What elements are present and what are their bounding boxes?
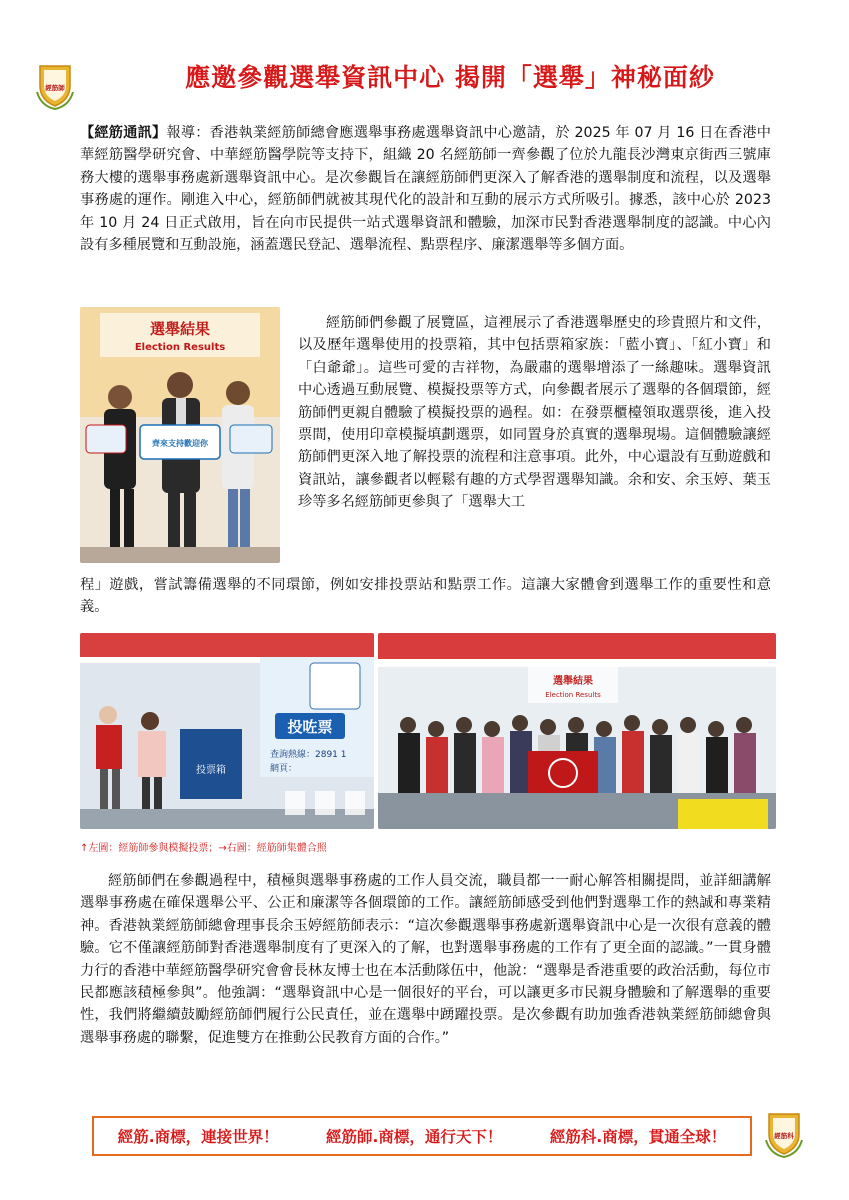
photo2-box: 投票箱 bbox=[196, 765, 226, 776]
paragraph-exhibition-cont bbox=[80, 574, 771, 619]
header-logo-text: 經筋師 bbox=[45, 84, 65, 92]
footer-slogans bbox=[92, 1116, 752, 1156]
photo1-sign-text: 齊來支持歡迎你 bbox=[152, 439, 208, 448]
photo-group bbox=[378, 633, 776, 829]
footer-logo bbox=[764, 1110, 804, 1158]
paragraph-intro bbox=[80, 122, 771, 256]
footer-slogan-1: 經筋.商標，連接世界！ bbox=[117, 1128, 279, 1146]
photo3-banner-cn: 選舉結果 bbox=[553, 676, 593, 687]
footer-slogan-2: 經筋師.商標，通行天下！ bbox=[326, 1128, 503, 1146]
article-tag: 【經筋通訊】 bbox=[80, 125, 167, 141]
page-title: 應邀參觀選舉資訊中心 揭開「選舉」神秘面紗 bbox=[185, 63, 715, 92]
paragraph-exchange-text: 經筋師們在參觀過程中，積極與選舉事務處的工作人員交流，職員都一一耐心解答相關提問，並詳細講解選舉事務處在確保選舉公平、公正和廉潔等各個環節的工作。讓經筋師感受到他們對選舉工作的熱誠和專業精神。香港執業經筋師總會理事長余玉婷經筋師表示：“這次參觀選舉事務處新選舉資訊中心是一次很有意義的體驗。它不僅讓經筋師對香港選舉制度有了更深入的了解，也對選舉事務處的工作有了更全面的認識。”一貫身體力行的香港中華經筋醫學研究會會長林友博士也在本活動隊伍中，他說：“選舉是香港重要的政治活動，每位市民都應該積極參與”。他強調：“選舉資訊中心是一個很好的平台，可以讓更多市民親身體驗和了解選舉的重要性，我們將繼續鼓勵經筋師們履行公民責任，並在選舉中踴躍投票。是次參觀有助加強香港執業經筋師總會與選舉事務處的聯繫，促進雙方在推動公民教育方面的合作。” bbox=[80, 873, 771, 1046]
photo1-banner-cn: 選舉結果 bbox=[149, 320, 211, 338]
photo-caption: ↑左圖：經筋師參與模擬投票；→右圖：經筋師集體合照 bbox=[80, 843, 327, 854]
photo2-sign: 投咗票 bbox=[287, 718, 333, 736]
paragraph-exhibition-cont-text: 程」遊戲，嘗試籌備選舉的不同環節，例如安排投票站和點票工作。這讓大家體會到選舉工作的重要性和意義。 bbox=[80, 577, 771, 616]
photo2-hotline: 查詢熱線：2891 1 bbox=[270, 750, 347, 760]
photo2-web: 網頁： bbox=[270, 764, 298, 774]
footer-logo-text: 經筋科 bbox=[774, 1132, 794, 1140]
footer-slogan-3: 經筋科.商標，貫通全球！ bbox=[549, 1128, 727, 1146]
photo3-banner-en: Election Results bbox=[545, 691, 601, 699]
paragraph-exchange bbox=[80, 870, 771, 1049]
photo-election-results bbox=[80, 307, 280, 563]
paragraph-intro-text: 報導：香港執業經筋師總會應選舉事務處選舉資訊中心邀請，於 2025 年 07 月 16 日在香港中華經筋醫學研究會、中華經筋醫學院等支持下，組織 20 名經筋師一齊參觀了位於九龍長沙灣東京街西三號庫務大樓的選舉事務處新選舉資訊中心。是次參觀旨在讓經筋師們更深入了解香港的選舉制度和流程，以及選舉事務處的運作。剛進入中心，經筋師們就被其現代化的設計和互動的展示方式所吸引。據悉，該中心於 2023 年 10 月 24 日正式啟用，旨在向市民提供一站式選舉資訊和體驗，加深市民對香港選舉制度的認識。中心內設有多種展覽和互動設施，涵蓋選民登記、選舉流程、點票程序、廉潔選舉等多個方面。 bbox=[80, 125, 771, 254]
paragraph-exhibition bbox=[298, 312, 771, 514]
photo1-banner-en: Election Results bbox=[134, 342, 226, 353]
header-logo bbox=[35, 62, 75, 110]
paragraph-exhibition-text: 經筋師們參觀了展覽區，這裡展示了香港選舉歷史的珍貴照片和文件，以及歷年選舉使用的投票箱，其中包括票箱家族：「藍小寶」、「紅小寶」和「白爺爺」。這些可愛的吉祥物，為嚴肅的選舉增添了一絲趣味。選舉資訊中心透過互動展覽、模擬投票等方式，向參觀者展示了選舉的各個環節，經筋師們更親自體驗了模擬投票的過程。如：在發票櫃檯領取選票後，進入投票間，使用印章模擬填劃選票，如同置身於真實的選舉現場。這個體驗讓經筋師們更深入地了解投票的流程和注意事項。此外，中心還設有互動遊戲和資訊站，讓參觀者以輕鬆有趣的方式學習選舉知識。余和安、余玉婷、葉玉珍等多名經筋師更參與了「選舉大工 bbox=[298, 315, 771, 511]
photo-mock-voting bbox=[80, 633, 374, 829]
